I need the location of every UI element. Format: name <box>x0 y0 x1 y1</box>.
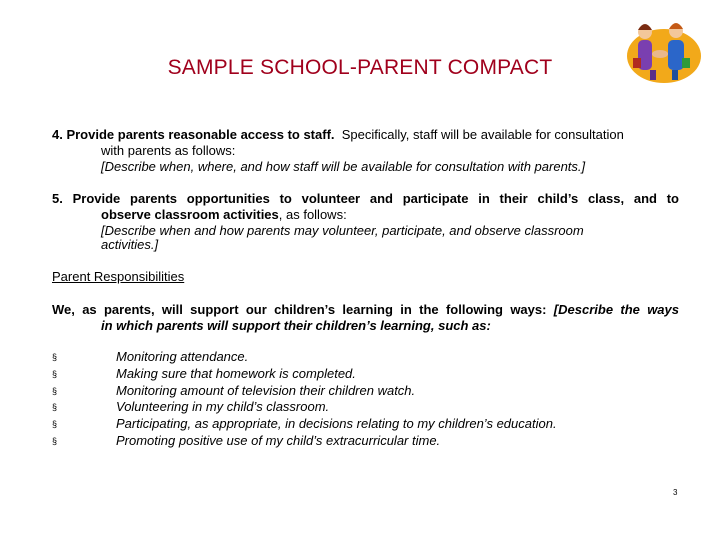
list-item: § Making sure that homework is completed. <box>52 365 356 381</box>
intro-paragraph <box>52 302 679 334</box>
list-item: § Participating, as appropriate, in decisions relating to my children’s education. <box>52 416 557 432</box>
item-5-line4: activities.] <box>101 237 159 252</box>
item-4-line3: [Describe when, where, and how staff will be available for consultation with parents.] <box>101 159 586 174</box>
intro-a: We, as parents, will support our children’s learning in the following ways: <box>52 302 547 317</box>
parent-responsibilities-heading: Parent Responsibilities <box>52 269 185 284</box>
item-4-text: Specifically, staff will be available for consultation <box>341 127 624 142</box>
list-item: § Monitoring amount of television their children watch. <box>52 382 416 398</box>
list-item: § Volunteering in my child’s classroom. <box>52 399 330 415</box>
intro-b: [Describe the ways <box>553 302 679 317</box>
bullet-list <box>52 349 652 450</box>
item-4-line2: with parents as follows: <box>101 143 236 158</box>
intro-c: in which parents will support their children’s learning, such as: <box>101 318 491 333</box>
item-5-heading-b: observe classroom activities <box>101 207 279 222</box>
item-5 <box>52 191 679 251</box>
parent-teacher-meeting-clipart <box>624 14 704 84</box>
item-4-heading: 4. Provide parents reasonable access to staff. <box>52 127 335 142</box>
page-title: SAMPLE SCHOOL-PARENT COMPACT <box>167 56 553 79</box>
page-number: 3 <box>673 488 678 497</box>
item-5-heading-a: 5. Provide parents opportunities to volunteer and participate in their child’s class, and to <box>52 191 679 206</box>
list-item: § Promoting positive use of my child’s extracurricular time. <box>52 432 441 448</box>
item-5-heading-c: , as follows: <box>278 207 347 222</box>
list-item: § Monitoring attendance. <box>52 349 249 364</box>
item-5-line3: [Describe when and how parents may volunteer, participate, and observe classroom <box>101 223 584 238</box>
item-4 <box>52 127 679 175</box>
